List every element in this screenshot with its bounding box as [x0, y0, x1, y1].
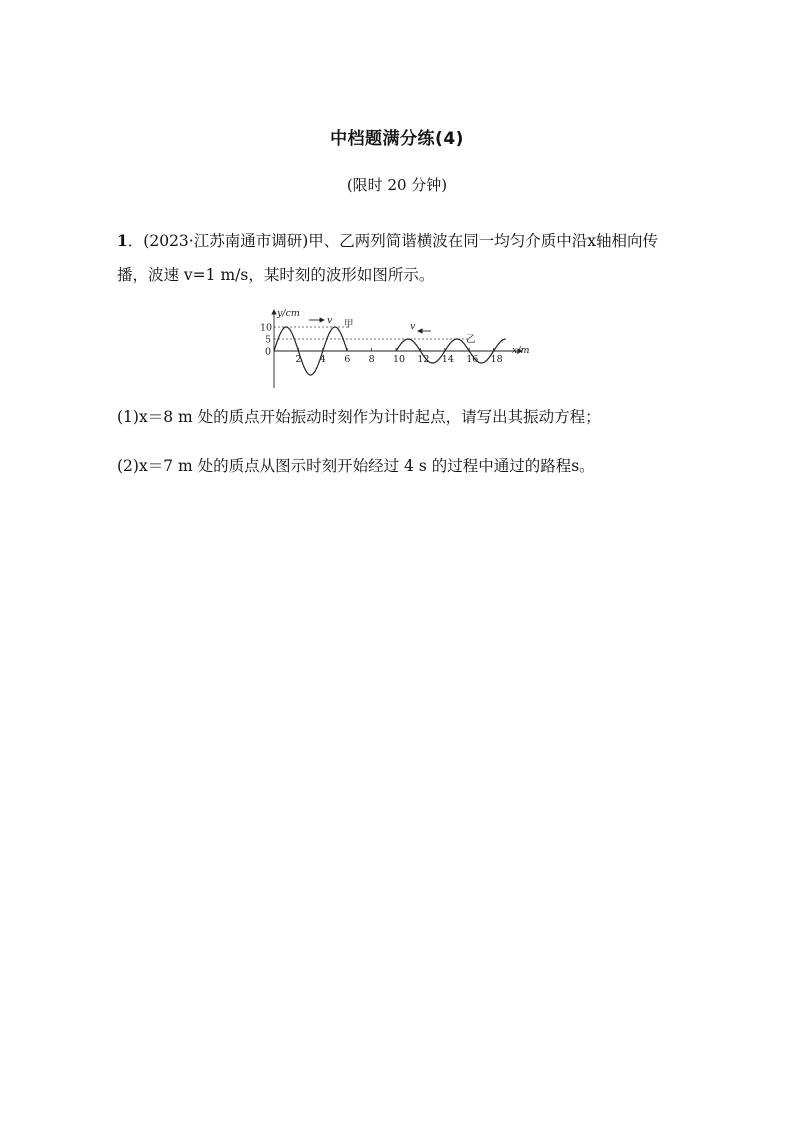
part-1-label: (1) [117, 408, 139, 426]
x-tick-label: 18 [490, 354, 503, 365]
wave-a-velocity-label: v [327, 315, 333, 326]
question-text: 甲、乙两列简谐横波在同一均匀介质中沿x轴相向传播，波速 v=1 m/s，某时刻的波形如图所示。 [117, 232, 659, 284]
y-tick-labels [260, 323, 272, 358]
x-tick-label: 2 [295, 354, 302, 365]
wave-graph [254, 302, 544, 390]
wave-b-velocity-label: v [410, 321, 416, 332]
x-axis-label: x/m [512, 345, 530, 356]
y-tick-label: 0 [265, 346, 272, 358]
wave-a-label: 甲 [344, 319, 354, 330]
question-1 [117, 224, 687, 292]
part-2-label: (2) [117, 457, 139, 475]
y-tick-label: 10 [260, 322, 273, 334]
x-tick-labels [295, 348, 502, 365]
x-tick-label: 4 [319, 354, 326, 365]
x-tick-label: 10 [393, 354, 406, 365]
question-source: ．(2023·江苏南通市调研) [127, 232, 309, 250]
part-1 [117, 405, 697, 427]
question-number: 1 [117, 231, 128, 250]
part-1-text: x＝8 m 处的质点开始振动时刻作为计时起点，请写出其振动方程； [138, 408, 601, 426]
page-title: 中档题满分练(4) [330, 129, 464, 149]
part-2 [117, 454, 697, 476]
wave-b-label: 乙 [466, 334, 476, 345]
x-tick-label: 8 [368, 354, 375, 365]
y-axis-label: y/cm [277, 308, 300, 319]
part-2-text: x＝7 m 处的质点从图示时刻开始经过 4 s 的过程中通过的路程s。 [138, 457, 595, 475]
y-tick-label: 5 [265, 334, 272, 346]
wave-figure [254, 302, 544, 390]
x-tick-label: 6 [344, 354, 351, 365]
time-limit: (限时 20 分钟) [346, 176, 448, 194]
x-tick-label: 16 [466, 354, 479, 365]
x-tick-label: 12 [417, 354, 430, 365]
x-tick-label: 14 [441, 354, 454, 365]
